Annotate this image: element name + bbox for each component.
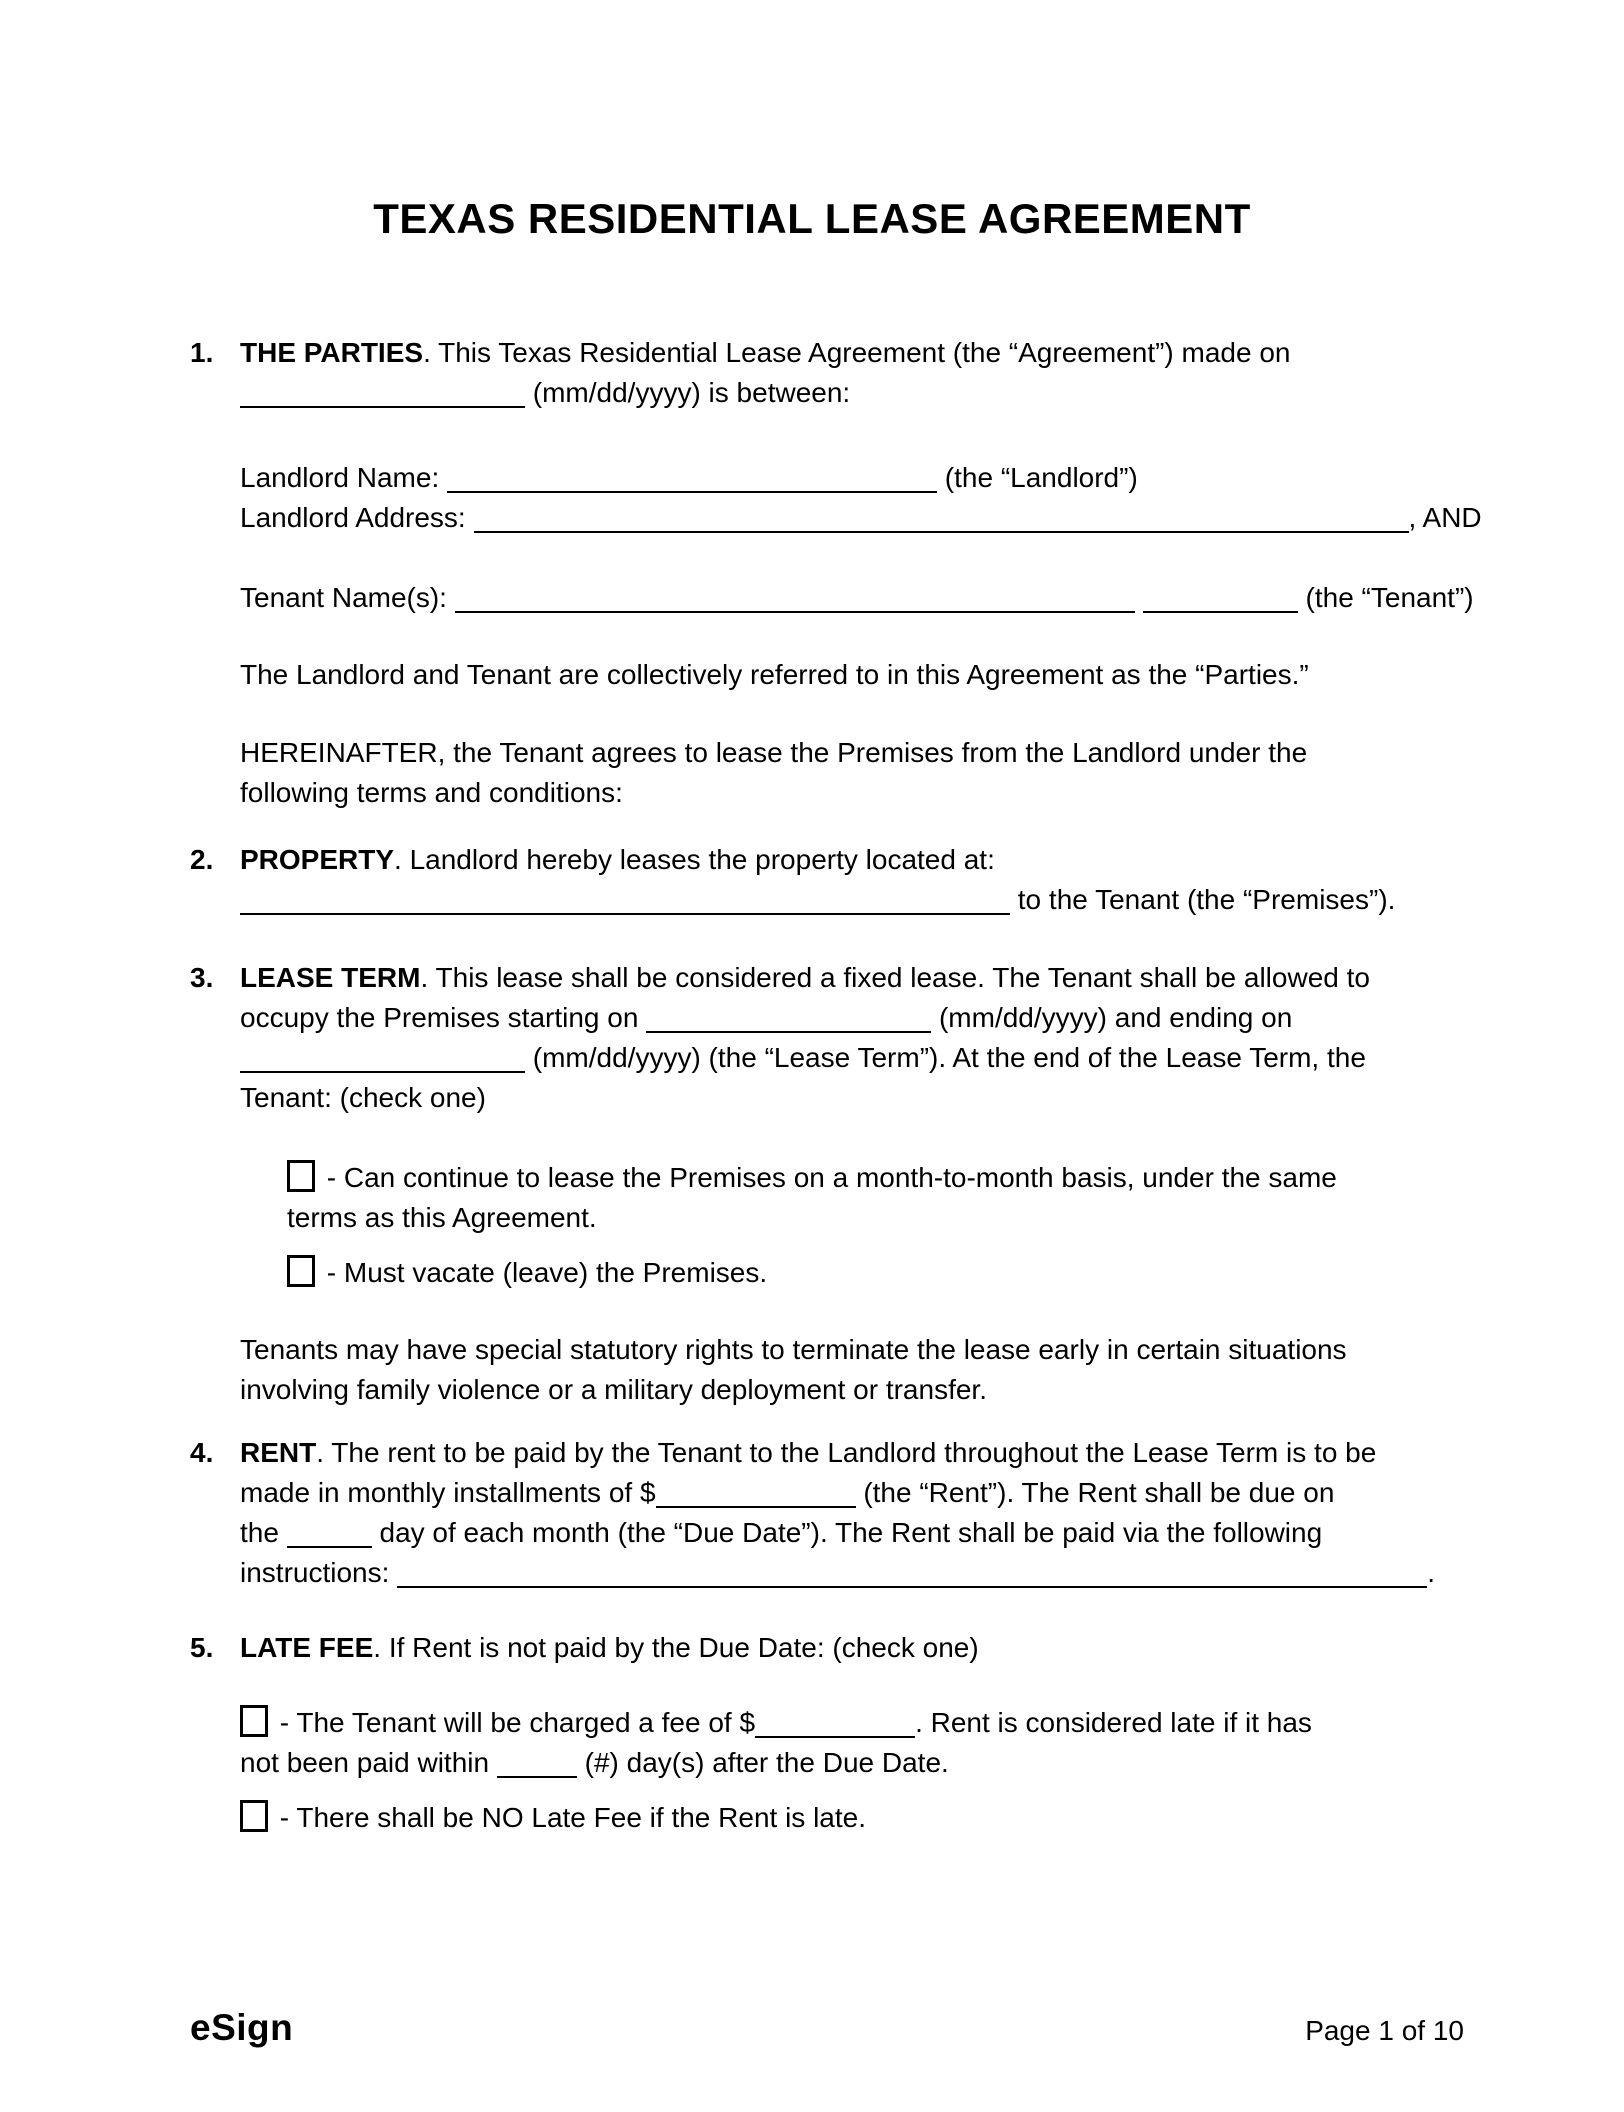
paragraph-text: . The rent to be paid by the Tenant to the Landlord throughout the Lease Term is to be [316,1437,1377,1468]
section-the-parties [190,333,1482,840]
section-body [240,958,1464,1433]
text-line: following terms and conditions: [240,777,623,808]
text-line [240,498,1482,538]
section-heading: LATE FEE [240,1632,374,1663]
paragraph-text: occupy the Premises starting on [240,1002,639,1033]
text-line [240,1038,1464,1078]
option-month-to-month [287,1158,1464,1238]
text-line [240,1743,1464,1783]
late-fee-charged-checkbox[interactable] [240,1705,268,1737]
must-vacate-checkbox[interactable] [287,1255,315,1287]
lease-start-date-blank[interactable] [646,1007,931,1033]
option-text: - There shall be NO Late Fee if the Rent is late. [279,1802,867,1833]
paragraph [240,333,1464,413]
option-late-fee-charged [240,1703,1464,1783]
late-fee-amount-blank[interactable] [755,1712,915,1738]
text-line: terms as this Agreement. [287,1202,597,1233]
section-heading: RENT [240,1437,317,1468]
paragraph-text: day of each month (the “Due Date”). The Rent shall be paid via the following [379,1517,1323,1548]
section-number: 4. [190,1437,214,1468]
rent-amount-blank[interactable] [656,1482,856,1508]
text-line [240,1553,1464,1593]
paragraph-text: instructions: [240,1557,390,1588]
option-must-vacate [287,1253,1464,1293]
section-lease-term [190,958,1464,1433]
paragraph-text: . If Rent is not paid by the Due Date: (check one) [373,1632,979,1663]
landlord-name-blank[interactable] [447,467,937,493]
text-line [240,578,1474,618]
text-line [240,880,1464,920]
option-text: . Rent is considered late if it has [915,1707,1312,1738]
statutory-rights-note [240,1330,1464,1410]
paragraph [240,840,1464,920]
text-line [287,1158,1464,1198]
text-line [240,458,1464,498]
property-address-blank[interactable] [240,889,1010,915]
paragraph-text: made in monthly installments of $ [240,1477,656,1508]
text-line [240,1513,1464,1553]
rent-due-day-blank[interactable] [287,1522,372,1548]
document-title: TEXAS RESIDENTIAL LEASE AGREEMENT [373,195,1251,242]
tenant-name-blank[interactable] [455,587,1135,613]
landlord-address-blank[interactable] [474,507,1409,533]
late-days-blank[interactable] [497,1752,577,1778]
section-number: 2. [190,844,214,875]
paragraph-text: (mm/dd/yyyy) and ending on [938,1002,1293,1033]
text-line [240,840,1464,880]
text-line: Tenant: (check one) [240,1082,486,1113]
text-line [240,1473,1464,1513]
option-text: - Can continue to lease the Premises on a month-to-month basis, under the same [326,1162,1337,1193]
lease-end-date-blank[interactable] [240,1047,525,1073]
paragraph-text: (the “Rent”). The Rent shall be due on [863,1477,1335,1508]
paragraph [240,1628,1464,1668]
paragraph-text: (the “Landlord”) [944,462,1138,493]
paragraph-text: (mm/dd/yyyy) (the “Lease Term”). At the end of the Lease Term, the [532,1042,1366,1073]
paragraph-text: (mm/dd/yyyy) is between: [532,377,851,408]
tenant-name-label: Tenant Name(s): [240,582,447,613]
text-line [240,958,1464,998]
text-line [240,1703,1464,1743]
no-late-fee-checkbox[interactable] [240,1800,268,1832]
esign-logo: eSign [190,2007,294,2048]
text-line [287,1253,1464,1293]
section-number: 3. [190,962,214,993]
paragraph-text: . [1427,1557,1435,1588]
text-line [240,373,1464,413]
paragraph [240,1433,1464,1593]
section-heading: THE PARTIES [240,337,424,368]
section-property [190,840,1464,958]
tenant-name-blank-2[interactable] [1143,587,1298,613]
text-line: The Landlord and Tenant are collectively referred to in this Agreement as the “Parties.” [240,659,1309,690]
section-body [240,840,1464,958]
text-line: involving family violence or a military deployment or transfer. [240,1374,987,1405]
section-late-fee [190,1628,1464,1838]
section-body [240,1433,1464,1628]
tenant-block [240,578,1474,618]
payment-instructions-blank[interactable] [397,1562,1427,1588]
option-text: not been paid within [240,1747,490,1778]
section-number: 1. [190,337,214,368]
text-line [240,1798,1464,1838]
paragraph-text: . This lease shall be considered a fixed lease. The Tenant shall be allowed to [420,962,1370,993]
section-heading: LEASE TERM [240,962,421,993]
landlord-block [240,458,1482,538]
paragraph-text: . Landlord hereby leases the property located at: [394,844,995,875]
text-line [240,1628,1464,1668]
section-rent [190,1433,1464,1628]
section-heading: PROPERTY [240,844,395,875]
paragraph-text: . This Texas Residential Lease Agreement (the “Agreement”) made on [423,337,1291,368]
text-line: Tenants may have special statutory rights to terminate the lease early in certain situations [240,1334,1347,1365]
paragraph-text: the [240,1517,279,1548]
page-indicator: Page 1 of 10 [1305,2015,1464,2046]
paragraph-text: (the “Tenant”) [1305,582,1474,613]
paragraph-text: , AND [1408,502,1482,533]
section-body [240,1628,1464,1838]
text-line [240,998,1464,1038]
paragraph-text: to the Tenant (the “Premises”). [1017,884,1396,915]
hereinafter-paragraph [240,733,1464,813]
month-to-month-checkbox[interactable] [287,1160,315,1192]
section-number: 5. [190,1632,214,1663]
text-line [240,333,1464,373]
option-no-late-fee [240,1798,1464,1838]
landlord-name-label: Landlord Name: [240,462,440,493]
option-text: - Must vacate (leave) the Premises. [326,1257,768,1288]
agreement-date-blank[interactable] [240,382,525,408]
text-line: HEREINAFTER, the Tenant agrees to lease the Premises from the Landlord under the [240,737,1308,768]
footer [190,2008,1464,2051]
paragraph [240,958,1464,1118]
section-body [240,333,1482,840]
option-text: (#) day(s) after the Due Date. [584,1747,949,1778]
text-line [240,1433,1464,1473]
document-content [0,333,1624,1838]
landlord-address-label: Landlord Address: [240,502,466,533]
parties-paragraph [240,655,1464,695]
option-text: - The Tenant will be charged a fee of $ [279,1707,756,1738]
